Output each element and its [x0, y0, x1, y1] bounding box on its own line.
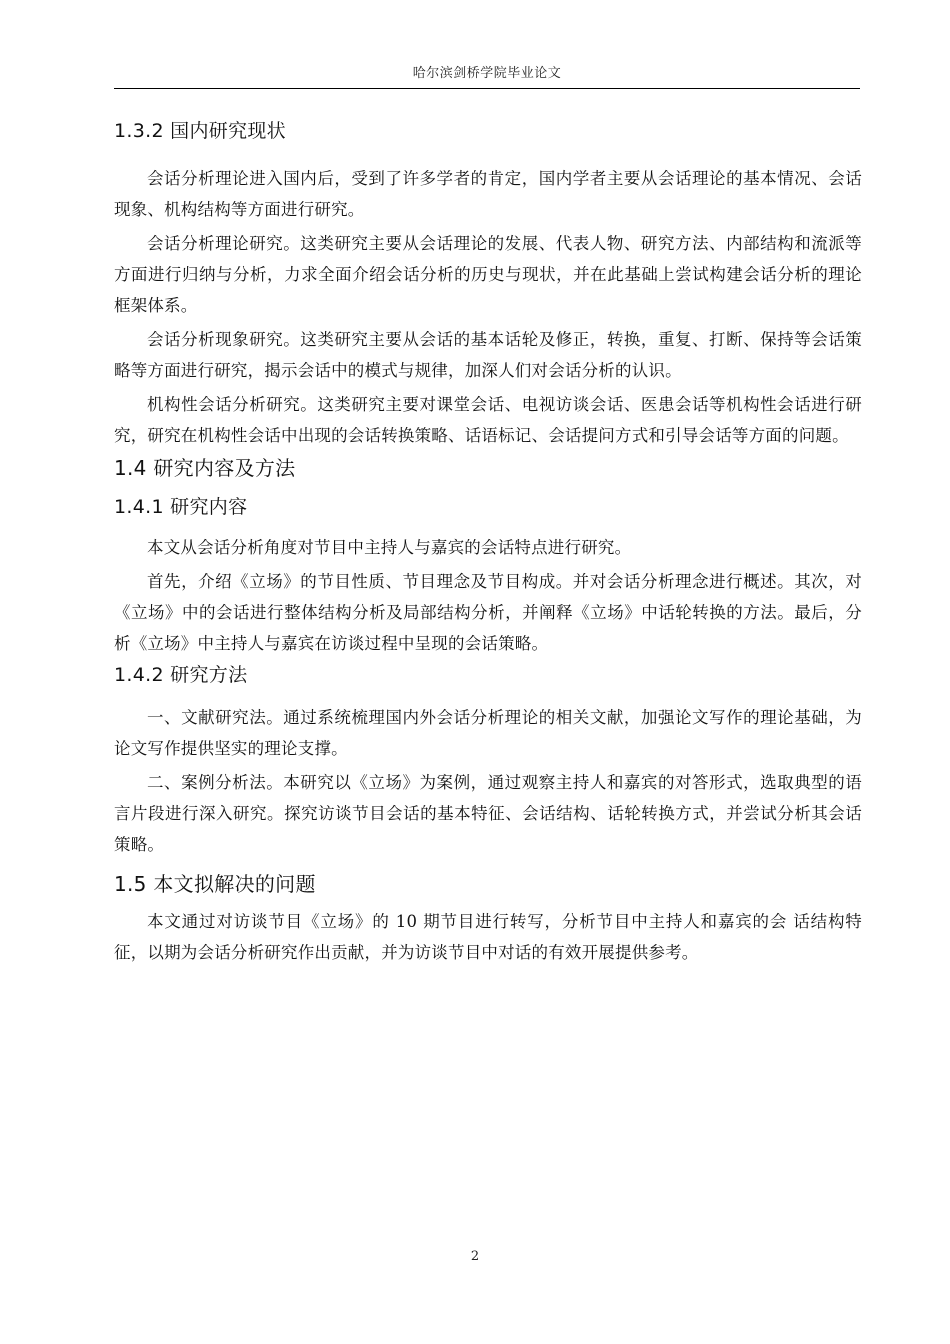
paragraph: 一、文献研究法。通过系统梳理国内外会话分析理论的相关文献，加强论文写作的理论基础，为论文写作提供坚实的理论支撑。: [114, 708, 862, 758]
paragraph: 二、案例分析法。本研究以《立场》为案例，通过观察主持人和嘉宾的对答形式，选取典型的语言片段进行深入研究。探究访谈节目会话的基本特征、会话结构、话轮转换方式，并尝试分析其会话策略。: [114, 773, 862, 854]
header-rule: [114, 88, 860, 89]
paragraph: 会话分析理论研究。这类研究主要从会话理论的发展、代表人物、研究方法、内部结构和流派等方面进行归纳与分析，力求全面介绍会话分析的历史与现状，并在此基础上尝试构建会话分析的理论框架体系。: [114, 234, 862, 315]
section-heading-1-5: 1.5 本文拟解决的问题: [114, 872, 316, 896]
section-heading-1-3-2: 1.3.2 国内研究现状: [114, 120, 286, 142]
paragraph: 会话分析现象研究。这类研究主要从会话的基本话轮及修正，转换，重复、打断、保持等会话策略等方面进行研究，揭示会话中的模式与规律，加深人们对会话分析的认识。: [114, 330, 862, 380]
section-heading-1-4-1: 1.4.1 研究内容: [114, 496, 248, 518]
section-heading-1-4-2: 1.4.2 研究方法: [114, 664, 248, 686]
page-number: 2: [470, 1249, 480, 1264]
main-content: [114, 118, 862, 971]
running-header: 哈尔滨剑桥学院毕业论文: [412, 66, 562, 81]
paragraph: 本文从会话分析角度对节目中主持人与嘉宾的会话特点进行研究。: [147, 538, 632, 557]
paragraph: 机构性会话分析研究。这类研究主要对课堂会话、电视访谈会话、医患会话等机构性会话进行研究，研究在机构性会话中出现的会话转换策略、话语标记、会话提问方式和引导会话等方面的问题。: [114, 395, 862, 445]
section-heading-1-4: 1.4 研究内容及方法: [114, 456, 296, 480]
paragraph: 首先，介绍《立场》的节目性质、节目理念及节目构成。并对会话分析理念进行概述。其次，对《立场》中的会话进行整体结构分析及局部结构分析，并阐释《立场》中话轮转换的方法。最后，分析《立场》中主持人与嘉宾在访谈过程中呈现的会话策略。: [114, 572, 862, 653]
paragraph: 会话分析理论进入国内后，受到了许多学者的肯定，国内学者主要从会话理论的基本情况、会话现象、机构结构等方面进行研究。: [114, 169, 862, 219]
paragraph: 本文通过对访谈节目《立场》的 10 期节目进行转写，分析节目中主持人和嘉宾的会 话结构特征，以期为会话分析研究作出贡献，并为访谈节目中对话的有效开展提供参考。: [114, 912, 862, 962]
